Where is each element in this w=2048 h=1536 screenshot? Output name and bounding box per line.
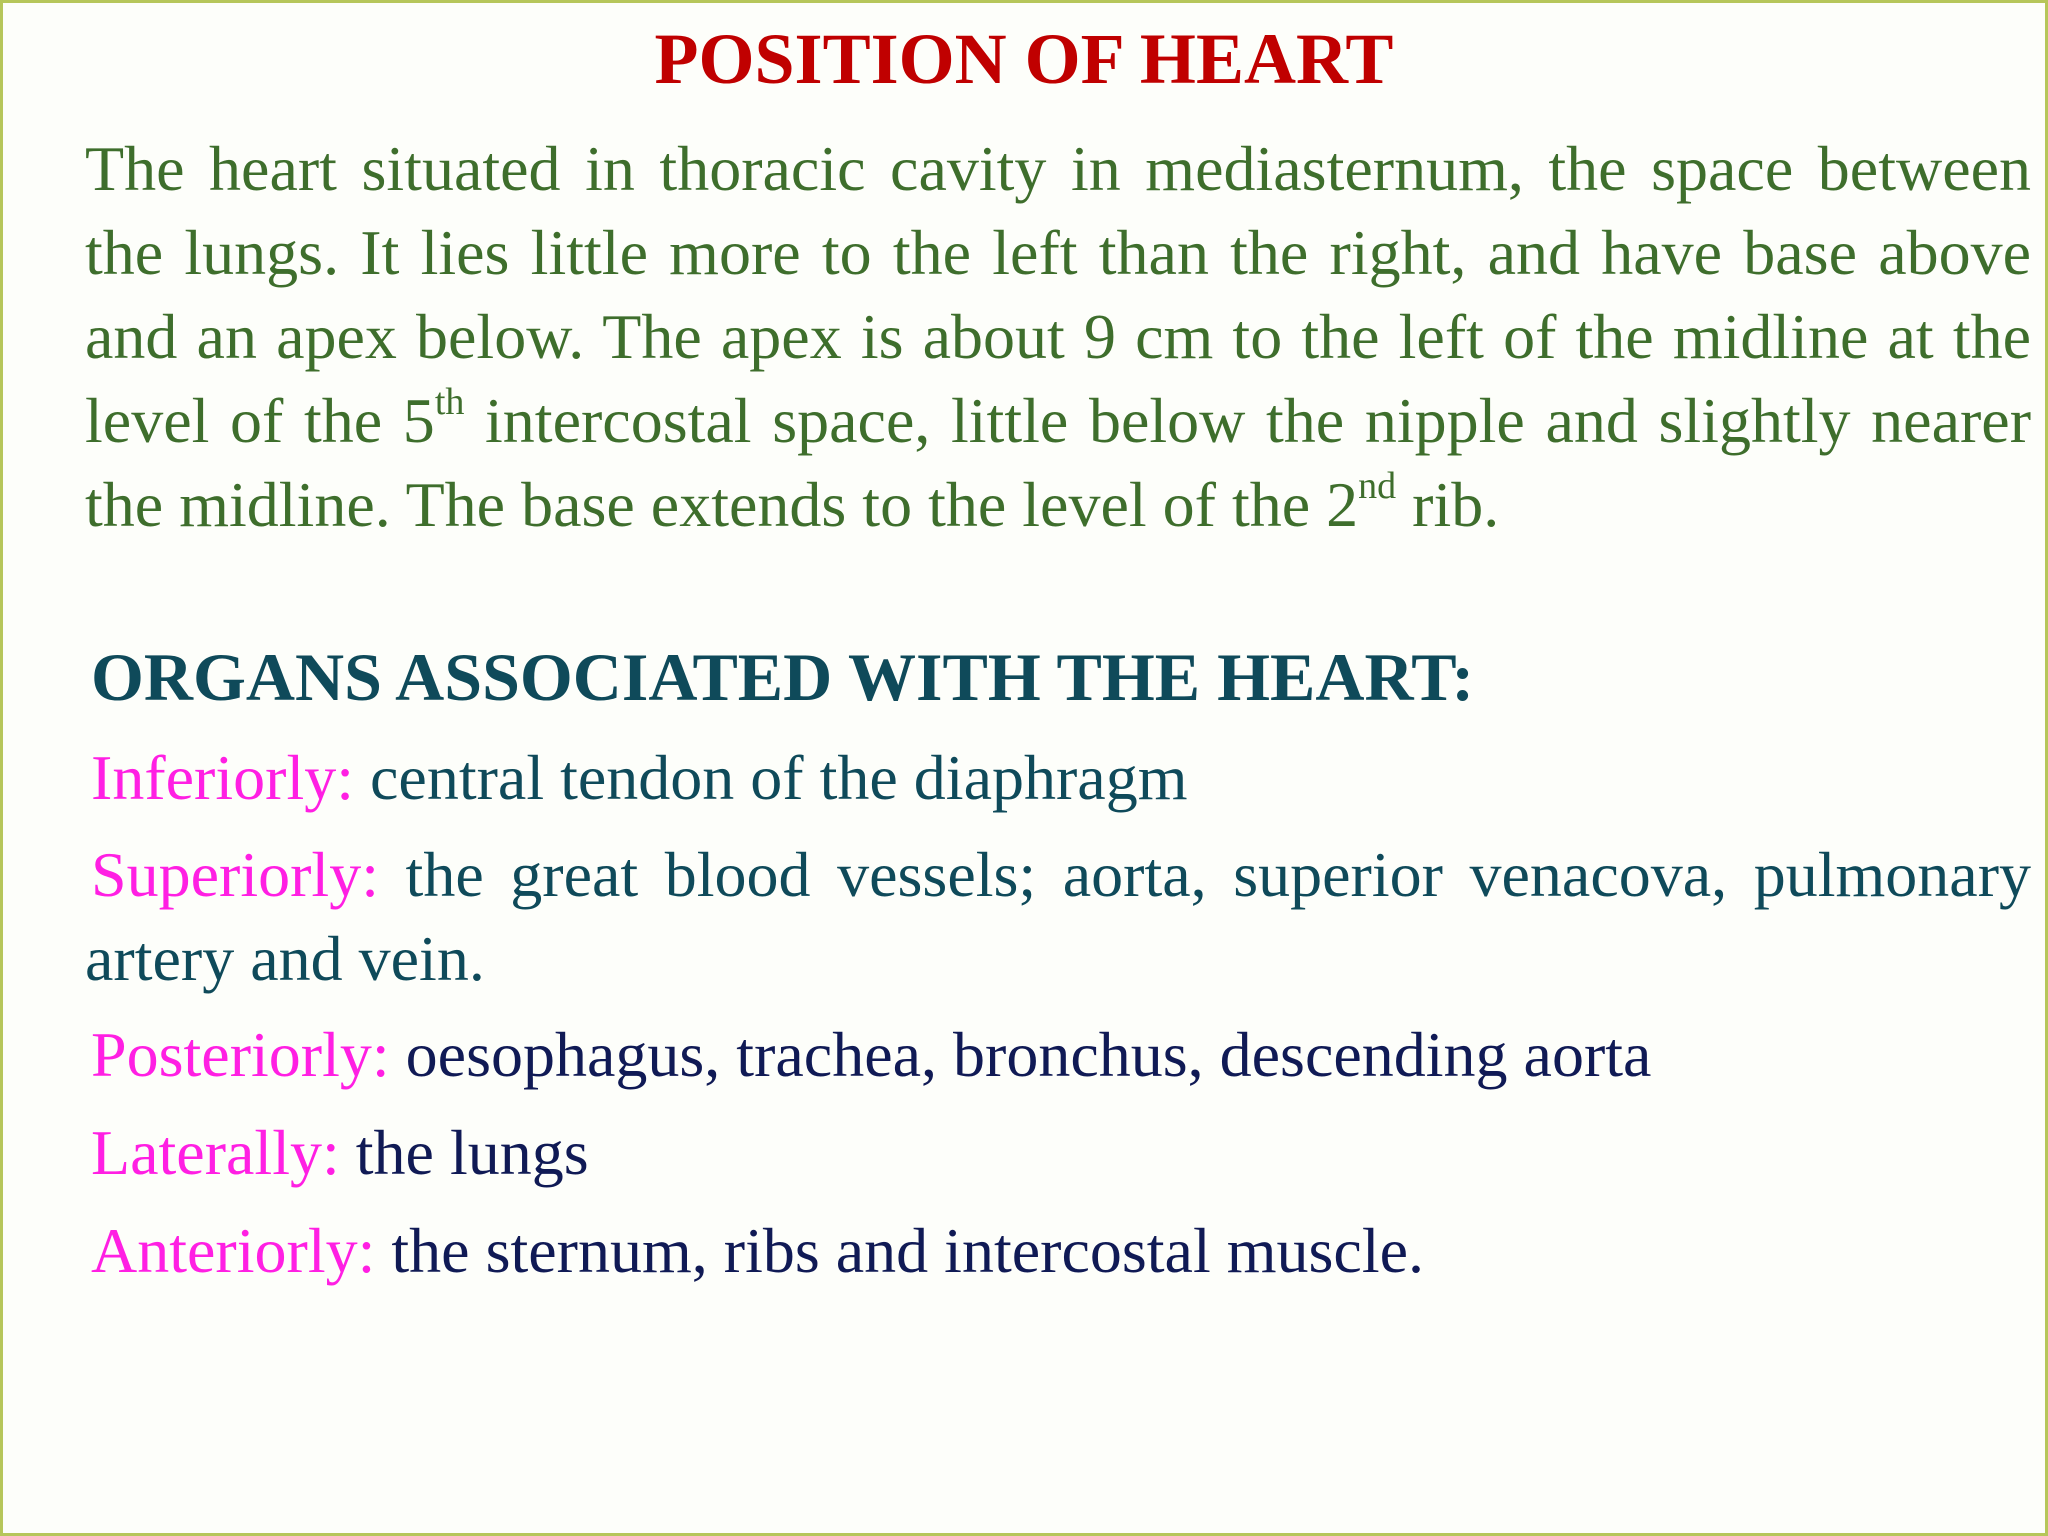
intro-superscript-1: th bbox=[434, 381, 465, 423]
intro-text-1: The heart situated in thoracic cavity in mediasternum, the space between the lungs. It lies little more to the left than the right, and have base above and an apex below. The apex is about 9 cm to the left of the midline at the level of the 5 bbox=[85, 133, 2031, 456]
organ-row-posteriorly bbox=[85, 1013, 2031, 1097]
intro-superscript-2: nd bbox=[1358, 465, 1397, 507]
intro-text-3: rib. bbox=[1396, 469, 1500, 540]
organ-text: central tendon of the diaphragm bbox=[354, 742, 1188, 813]
organ-label: Laterally: bbox=[91, 1117, 340, 1188]
organ-label: Anteriorly: bbox=[91, 1215, 376, 1286]
organ-row-inferiorly bbox=[85, 736, 2031, 820]
intro-text-2: intercostal space, little below the nipple and slightly nearer the midline. The base extends to the level of the 2 bbox=[85, 385, 2032, 540]
organ-text: oesophagus, trachea, bronchus, descending aorta bbox=[389, 1019, 1652, 1090]
organ-label: Superiorly: bbox=[91, 839, 379, 910]
organ-row-superiorly bbox=[85, 833, 2031, 1001]
organ-label: Posteriorly: bbox=[91, 1019, 390, 1090]
organ-text: the sternum, ribs and intercostal muscle. bbox=[375, 1215, 1424, 1286]
organ-row-anteriorly bbox=[85, 1209, 2031, 1293]
organ-text: the lungs bbox=[339, 1117, 589, 1188]
page-title: POSITION OF HEART bbox=[654, 19, 1394, 99]
intro-paragraph bbox=[85, 127, 2031, 547]
organ-text: the great blood vessels; aorta, superior venacova, pulmonary artery and vein. bbox=[85, 839, 2031, 994]
organ-label: Inferiorly: bbox=[91, 742, 354, 813]
organs-heading: ORGANS ASSOCIATED WITH THE HEART: bbox=[91, 639, 1475, 715]
organ-row-laterally bbox=[85, 1111, 2031, 1195]
